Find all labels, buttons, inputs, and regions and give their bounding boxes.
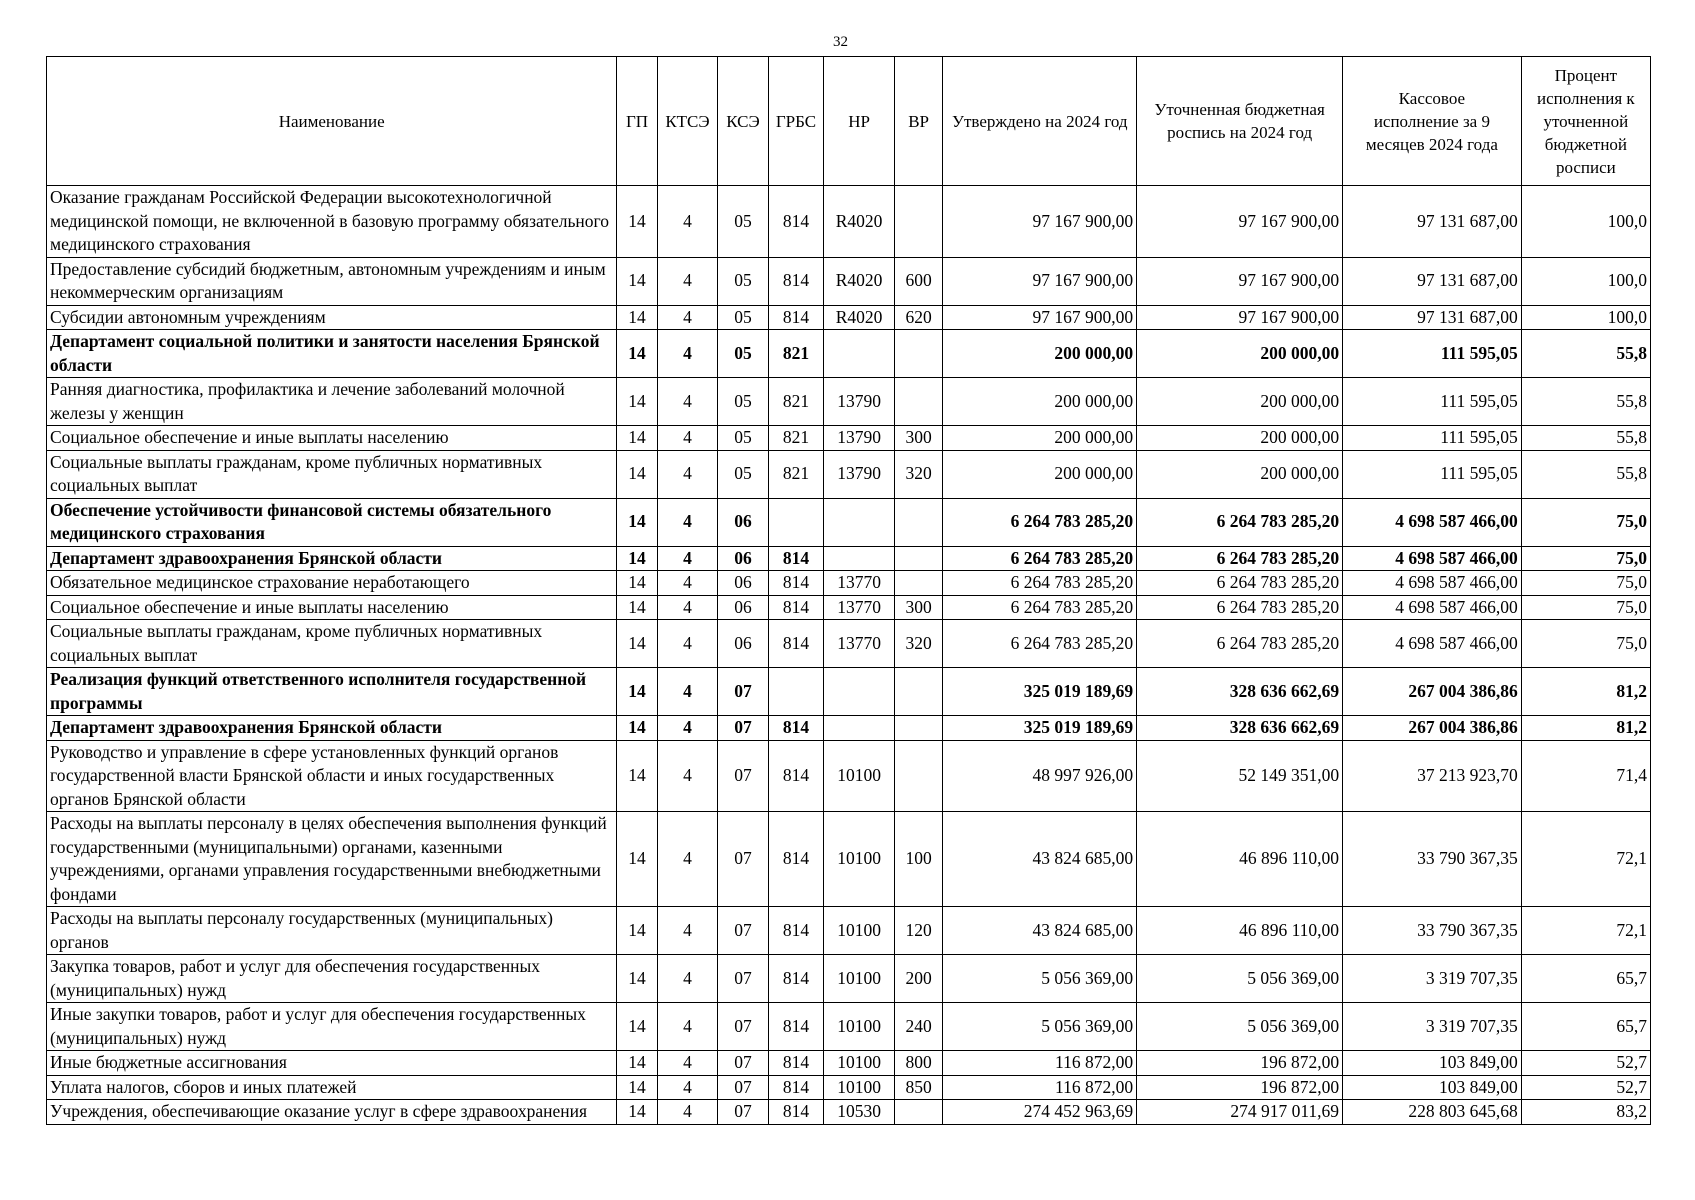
table-row bbox=[47, 498, 1651, 546]
budget-table bbox=[46, 56, 1651, 1125]
cell-grbs: 814 bbox=[768, 1051, 824, 1076]
cell-gp: 14 bbox=[617, 257, 657, 305]
cell-name: Обеспечение устойчивости финансовой системы обязательного медицинского страхования bbox=[47, 498, 617, 546]
cell-kse: 05 bbox=[718, 330, 768, 378]
cell-percent: 100,0 bbox=[1521, 257, 1650, 305]
header-refined: Уточненная бюджетная роспись на 2024 год bbox=[1137, 57, 1343, 186]
cell-percent: 81,2 bbox=[1521, 668, 1650, 716]
cell-grbs: 814 bbox=[768, 740, 824, 812]
cell-nr: 10100 bbox=[824, 907, 895, 955]
cell-approved: 200 000,00 bbox=[943, 450, 1137, 498]
cell-approved: 6 264 783 285,20 bbox=[943, 546, 1137, 571]
cell-gp: 14 bbox=[617, 426, 657, 451]
cell-kse: 06 bbox=[718, 571, 768, 596]
cell-grbs: 814 bbox=[768, 571, 824, 596]
cell-vr bbox=[894, 1100, 942, 1125]
cell-refined: 200 000,00 bbox=[1137, 426, 1343, 451]
cell-grbs: 814 bbox=[768, 595, 824, 620]
cell-grbs: 821 bbox=[768, 450, 824, 498]
cell-vr bbox=[894, 571, 942, 596]
cell-grbs: 814 bbox=[768, 620, 824, 668]
cell-grbs: 814 bbox=[768, 186, 824, 258]
cell-kse: 07 bbox=[718, 716, 768, 741]
cell-percent: 75,0 bbox=[1521, 571, 1650, 596]
cell-approved: 43 824 685,00 bbox=[943, 812, 1137, 907]
cell-name: Реализация функций ответственного исполнителя государственной программы bbox=[47, 668, 617, 716]
cell-name: Социальное обеспечение и иные выплаты населению bbox=[47, 595, 617, 620]
cell-refined: 6 264 783 285,20 bbox=[1137, 571, 1343, 596]
cell-percent: 65,7 bbox=[1521, 1003, 1650, 1051]
cell-grbs: 814 bbox=[768, 1003, 824, 1051]
cell-vr: 300 bbox=[894, 426, 942, 451]
header-name: Наименование bbox=[47, 57, 617, 186]
cell-refined: 200 000,00 bbox=[1137, 450, 1343, 498]
cell-nr: R4020 bbox=[824, 186, 895, 258]
cell-refined: 6 264 783 285,20 bbox=[1137, 498, 1343, 546]
cell-nr: 13770 bbox=[824, 595, 895, 620]
cell-percent: 83,2 bbox=[1521, 1100, 1650, 1125]
cell-vr: 200 bbox=[894, 955, 942, 1003]
header-ktse: КТСЭ bbox=[657, 57, 718, 186]
cell-gp: 14 bbox=[617, 1075, 657, 1100]
cell-vr bbox=[894, 378, 942, 426]
table-row bbox=[47, 1075, 1651, 1100]
cell-cash: 111 595,05 bbox=[1343, 330, 1522, 378]
cell-vr bbox=[894, 498, 942, 546]
table-row bbox=[47, 812, 1651, 907]
cell-grbs: 814 bbox=[768, 257, 824, 305]
cell-nr: 10100 bbox=[824, 1051, 895, 1076]
cell-cash: 3 319 707,35 bbox=[1343, 955, 1522, 1003]
table-row bbox=[47, 426, 1651, 451]
cell-grbs: 814 bbox=[768, 955, 824, 1003]
table-body bbox=[47, 186, 1651, 1125]
cell-name: Иные закупки товаров, работ и услуг для обеспечения государственных (муниципальных) нужд bbox=[47, 1003, 617, 1051]
header-approved: Утверждено на 2024 год bbox=[943, 57, 1137, 186]
cell-nr bbox=[824, 668, 895, 716]
header-grbs: ГРБС bbox=[768, 57, 824, 186]
cell-approved: 325 019 189,69 bbox=[943, 716, 1137, 741]
cell-approved: 97 167 900,00 bbox=[943, 186, 1137, 258]
cell-cash: 4 698 587 466,00 bbox=[1343, 571, 1522, 596]
cell-ktse: 4 bbox=[657, 716, 718, 741]
table-row bbox=[47, 740, 1651, 812]
cell-kse: 07 bbox=[718, 740, 768, 812]
cell-grbs bbox=[768, 498, 824, 546]
cell-approved: 6 264 783 285,20 bbox=[943, 498, 1137, 546]
cell-percent: 55,8 bbox=[1521, 330, 1650, 378]
cell-vr: 120 bbox=[894, 907, 942, 955]
cell-kse: 06 bbox=[718, 595, 768, 620]
cell-nr bbox=[824, 498, 895, 546]
cell-kse: 06 bbox=[718, 498, 768, 546]
cell-refined: 97 167 900,00 bbox=[1137, 186, 1343, 258]
cell-approved: 325 019 189,69 bbox=[943, 668, 1137, 716]
table-row bbox=[47, 450, 1651, 498]
cell-ktse: 4 bbox=[657, 546, 718, 571]
cell-kse: 07 bbox=[718, 907, 768, 955]
table-row bbox=[47, 378, 1651, 426]
cell-refined: 196 872,00 bbox=[1137, 1051, 1343, 1076]
cell-gp: 14 bbox=[617, 620, 657, 668]
header-percent: Процент исполнения к уточненной бюджетной росписи bbox=[1521, 57, 1650, 186]
cell-percent: 75,0 bbox=[1521, 498, 1650, 546]
cell-nr: 10100 bbox=[824, 812, 895, 907]
cell-gp: 14 bbox=[617, 595, 657, 620]
cell-refined: 46 896 110,00 bbox=[1137, 812, 1343, 907]
cell-approved: 6 264 783 285,20 bbox=[943, 571, 1137, 596]
cell-vr bbox=[894, 740, 942, 812]
cell-vr: 300 bbox=[894, 595, 942, 620]
cell-kse: 07 bbox=[718, 955, 768, 1003]
cell-approved: 43 824 685,00 bbox=[943, 907, 1137, 955]
cell-refined: 52 149 351,00 bbox=[1137, 740, 1343, 812]
cell-nr: R4020 bbox=[824, 257, 895, 305]
cell-gp: 14 bbox=[617, 1100, 657, 1125]
cell-grbs: 814 bbox=[768, 546, 824, 571]
cell-name: Социальные выплаты гражданам, кроме публичных нормативных социальных выплат bbox=[47, 620, 617, 668]
table-row bbox=[47, 305, 1651, 330]
cell-refined: 97 167 900,00 bbox=[1137, 257, 1343, 305]
cell-vr bbox=[894, 186, 942, 258]
cell-ktse: 4 bbox=[657, 330, 718, 378]
table-row bbox=[47, 1100, 1651, 1125]
cell-ktse: 4 bbox=[657, 257, 718, 305]
cell-approved: 5 056 369,00 bbox=[943, 955, 1137, 1003]
cell-refined: 328 636 662,69 bbox=[1137, 668, 1343, 716]
cell-ktse: 4 bbox=[657, 1051, 718, 1076]
cell-gp: 14 bbox=[617, 305, 657, 330]
cell-ktse: 4 bbox=[657, 305, 718, 330]
table-row bbox=[47, 955, 1651, 1003]
cell-name: Субсидии автономным учреждениям bbox=[47, 305, 617, 330]
cell-ktse: 4 bbox=[657, 1003, 718, 1051]
cell-nr bbox=[824, 330, 895, 378]
cell-grbs: 821 bbox=[768, 330, 824, 378]
cell-refined: 6 264 783 285,20 bbox=[1137, 546, 1343, 571]
cell-approved: 116 872,00 bbox=[943, 1051, 1137, 1076]
cell-vr: 620 bbox=[894, 305, 942, 330]
cell-grbs: 814 bbox=[768, 305, 824, 330]
cell-grbs: 814 bbox=[768, 812, 824, 907]
cell-cash: 267 004 386,86 bbox=[1343, 668, 1522, 716]
table-row bbox=[47, 668, 1651, 716]
cell-refined: 46 896 110,00 bbox=[1137, 907, 1343, 955]
cell-kse: 05 bbox=[718, 305, 768, 330]
cell-cash: 228 803 645,68 bbox=[1343, 1100, 1522, 1125]
cell-cash: 33 790 367,35 bbox=[1343, 907, 1522, 955]
cell-ktse: 4 bbox=[657, 907, 718, 955]
cell-percent: 52,7 bbox=[1521, 1051, 1650, 1076]
cell-percent: 65,7 bbox=[1521, 955, 1650, 1003]
cell-nr: 13770 bbox=[824, 571, 895, 596]
cell-grbs bbox=[768, 668, 824, 716]
cell-refined: 97 167 900,00 bbox=[1137, 305, 1343, 330]
cell-cash: 97 131 687,00 bbox=[1343, 186, 1522, 258]
cell-refined: 200 000,00 bbox=[1137, 330, 1343, 378]
cell-percent: 52,7 bbox=[1521, 1075, 1650, 1100]
cell-cash: 111 595,05 bbox=[1343, 378, 1522, 426]
cell-approved: 6 264 783 285,20 bbox=[943, 620, 1137, 668]
cell-kse: 05 bbox=[718, 450, 768, 498]
table-row bbox=[47, 571, 1651, 596]
cell-nr: R4020 bbox=[824, 305, 895, 330]
table-row bbox=[47, 595, 1651, 620]
cell-percent: 75,0 bbox=[1521, 546, 1650, 571]
table-row bbox=[47, 257, 1651, 305]
cell-gp: 14 bbox=[617, 546, 657, 571]
cell-approved: 200 000,00 bbox=[943, 378, 1137, 426]
table-row bbox=[47, 907, 1651, 955]
table-row bbox=[47, 546, 1651, 571]
header-nr: НР bbox=[824, 57, 895, 186]
cell-gp: 14 bbox=[617, 330, 657, 378]
cell-cash: 4 698 587 466,00 bbox=[1343, 498, 1522, 546]
cell-vr: 600 bbox=[894, 257, 942, 305]
cell-grbs: 814 bbox=[768, 1075, 824, 1100]
header-cash: Кассовое исполнение за 9 месяцев 2024 года bbox=[1343, 57, 1522, 186]
cell-kse: 05 bbox=[718, 426, 768, 451]
cell-ktse: 4 bbox=[657, 498, 718, 546]
cell-vr: 850 bbox=[894, 1075, 942, 1100]
cell-percent: 100,0 bbox=[1521, 186, 1650, 258]
cell-kse: 07 bbox=[718, 1051, 768, 1076]
cell-gp: 14 bbox=[617, 498, 657, 546]
table-row bbox=[47, 620, 1651, 668]
cell-gp: 14 bbox=[617, 450, 657, 498]
cell-name: Ранняя диагностика, профилактика и лечение заболеваний молочной железы у женщин bbox=[47, 378, 617, 426]
cell-ktse: 4 bbox=[657, 955, 718, 1003]
header-gp: ГП bbox=[617, 57, 657, 186]
table-row bbox=[47, 716, 1651, 741]
cell-gp: 14 bbox=[617, 1051, 657, 1076]
cell-vr: 800 bbox=[894, 1051, 942, 1076]
cell-refined: 200 000,00 bbox=[1137, 378, 1343, 426]
cell-nr: 13790 bbox=[824, 426, 895, 451]
cell-refined: 196 872,00 bbox=[1137, 1075, 1343, 1100]
cell-vr bbox=[894, 716, 942, 741]
cell-gp: 14 bbox=[617, 668, 657, 716]
cell-name: Предоставление субсидий бюджетным, автономным учреждениям и иным некоммерческим организациям bbox=[47, 257, 617, 305]
cell-name: Обязательное медицинское страхование неработающего bbox=[47, 571, 617, 596]
cell-kse: 05 bbox=[718, 186, 768, 258]
cell-cash: 267 004 386,86 bbox=[1343, 716, 1522, 741]
cell-gp: 14 bbox=[617, 716, 657, 741]
cell-percent: 75,0 bbox=[1521, 620, 1650, 668]
table-row bbox=[47, 1003, 1651, 1051]
cell-cash: 33 790 367,35 bbox=[1343, 812, 1522, 907]
cell-ktse: 4 bbox=[657, 1100, 718, 1125]
cell-kse: 05 bbox=[718, 378, 768, 426]
cell-gp: 14 bbox=[617, 378, 657, 426]
cell-nr: 13790 bbox=[824, 378, 895, 426]
cell-nr: 10100 bbox=[824, 955, 895, 1003]
cell-name: Департамент здравоохранения Брянской области bbox=[47, 716, 617, 741]
cell-percent: 55,8 bbox=[1521, 378, 1650, 426]
cell-percent: 100,0 bbox=[1521, 305, 1650, 330]
cell-refined: 5 056 369,00 bbox=[1137, 955, 1343, 1003]
cell-name: Иные бюджетные ассигнования bbox=[47, 1051, 617, 1076]
cell-vr bbox=[894, 668, 942, 716]
cell-name: Учреждения, обеспечивающие оказание услуг в сфере здравоохранения bbox=[47, 1100, 617, 1125]
cell-nr: 10530 bbox=[824, 1100, 895, 1125]
cell-cash: 111 595,05 bbox=[1343, 450, 1522, 498]
cell-gp: 14 bbox=[617, 571, 657, 596]
cell-nr: 10100 bbox=[824, 1003, 895, 1051]
cell-approved: 6 264 783 285,20 bbox=[943, 595, 1137, 620]
table-row bbox=[47, 186, 1651, 258]
cell-ktse: 4 bbox=[657, 668, 718, 716]
cell-approved: 200 000,00 bbox=[943, 426, 1137, 451]
cell-nr: 10100 bbox=[824, 1075, 895, 1100]
cell-approved: 48 997 926,00 bbox=[943, 740, 1137, 812]
cell-percent: 81,2 bbox=[1521, 716, 1650, 741]
cell-name: Социальное обеспечение и иные выплаты населению bbox=[47, 426, 617, 451]
cell-approved: 97 167 900,00 bbox=[943, 305, 1137, 330]
cell-cash: 103 849,00 bbox=[1343, 1051, 1522, 1076]
cell-gp: 14 bbox=[617, 740, 657, 812]
cell-nr: 13790 bbox=[824, 450, 895, 498]
cell-kse: 07 bbox=[718, 1100, 768, 1125]
cell-refined: 6 264 783 285,20 bbox=[1137, 620, 1343, 668]
cell-vr: 240 bbox=[894, 1003, 942, 1051]
cell-cash: 111 595,05 bbox=[1343, 426, 1522, 451]
cell-approved: 5 056 369,00 bbox=[943, 1003, 1137, 1051]
header-row bbox=[47, 57, 1651, 186]
cell-kse: 07 bbox=[718, 812, 768, 907]
cell-grbs: 814 bbox=[768, 907, 824, 955]
cell-cash: 103 849,00 bbox=[1343, 1075, 1522, 1100]
cell-ktse: 4 bbox=[657, 186, 718, 258]
cell-vr bbox=[894, 546, 942, 571]
cell-kse: 07 bbox=[718, 1003, 768, 1051]
cell-ktse: 4 bbox=[657, 620, 718, 668]
cell-nr bbox=[824, 546, 895, 571]
cell-grbs: 814 bbox=[768, 716, 824, 741]
cell-ktse: 4 bbox=[657, 595, 718, 620]
cell-name: Уплата налогов, сборов и иных платежей bbox=[47, 1075, 617, 1100]
table-row bbox=[47, 330, 1651, 378]
cell-vr: 100 bbox=[894, 812, 942, 907]
cell-gp: 14 bbox=[617, 1003, 657, 1051]
cell-cash: 97 131 687,00 bbox=[1343, 305, 1522, 330]
cell-approved: 97 167 900,00 bbox=[943, 257, 1137, 305]
cell-vr: 320 bbox=[894, 450, 942, 498]
cell-ktse: 4 bbox=[657, 740, 718, 812]
page-number: 32 bbox=[833, 34, 848, 50]
cell-name: Оказание гражданам Российской Федерации высокотехнологичной медицинской помощи, не включенной в базовую программу обязательного медицинского страхования bbox=[47, 186, 617, 258]
cell-percent: 55,8 bbox=[1521, 426, 1650, 451]
header-vr: ВР bbox=[894, 57, 942, 186]
cell-cash: 37 213 923,70 bbox=[1343, 740, 1522, 812]
cell-grbs: 814 bbox=[768, 1100, 824, 1125]
cell-percent: 72,1 bbox=[1521, 907, 1650, 955]
header-kse: КСЭ bbox=[718, 57, 768, 186]
cell-grbs: 821 bbox=[768, 378, 824, 426]
cell-ktse: 4 bbox=[657, 812, 718, 907]
table-header bbox=[47, 57, 1651, 186]
cell-ktse: 4 bbox=[657, 426, 718, 451]
cell-nr: 13770 bbox=[824, 620, 895, 668]
cell-refined: 328 636 662,69 bbox=[1137, 716, 1343, 741]
cell-gp: 14 bbox=[617, 955, 657, 1003]
cell-name: Руководство и управление в сфере установленных функций органов государственной власти Брянской области и иных государственных органов Брянской области bbox=[47, 740, 617, 812]
cell-kse: 06 bbox=[718, 620, 768, 668]
cell-ktse: 4 bbox=[657, 571, 718, 596]
cell-nr: 10100 bbox=[824, 740, 895, 812]
cell-kse: 05 bbox=[718, 257, 768, 305]
table-row bbox=[47, 1051, 1651, 1076]
cell-approved: 200 000,00 bbox=[943, 330, 1137, 378]
cell-name: Департамент социальной политики и занятости населения Брянской области bbox=[47, 330, 617, 378]
cell-ktse: 4 bbox=[657, 1075, 718, 1100]
cell-name: Департамент здравоохранения Брянской области bbox=[47, 546, 617, 571]
cell-percent: 75,0 bbox=[1521, 595, 1650, 620]
cell-kse: 07 bbox=[718, 1075, 768, 1100]
cell-grbs: 821 bbox=[768, 426, 824, 451]
cell-refined: 6 264 783 285,20 bbox=[1137, 595, 1343, 620]
cell-kse: 07 bbox=[718, 668, 768, 716]
cell-refined: 274 917 011,69 bbox=[1137, 1100, 1343, 1125]
cell-percent: 72,1 bbox=[1521, 812, 1650, 907]
cell-cash: 4 698 587 466,00 bbox=[1343, 620, 1522, 668]
cell-cash: 4 698 587 466,00 bbox=[1343, 595, 1522, 620]
cell-name: Закупка товаров, работ и услуг для обеспечения государственных (муниципальных) нужд bbox=[47, 955, 617, 1003]
cell-cash: 4 698 587 466,00 bbox=[1343, 546, 1522, 571]
cell-gp: 14 bbox=[617, 812, 657, 907]
cell-ktse: 4 bbox=[657, 450, 718, 498]
cell-name: Расходы на выплаты персоналу в целях обеспечения выполнения функций государственными (муниципальными) органами, казенными учреждениями, органами управления государственными внебюджетными фондами bbox=[47, 812, 617, 907]
cell-vr: 320 bbox=[894, 620, 942, 668]
cell-refined: 5 056 369,00 bbox=[1137, 1003, 1343, 1051]
cell-gp: 14 bbox=[617, 907, 657, 955]
cell-percent: 55,8 bbox=[1521, 450, 1650, 498]
cell-cash: 97 131 687,00 bbox=[1343, 257, 1522, 305]
cell-vr bbox=[894, 330, 942, 378]
cell-gp: 14 bbox=[617, 186, 657, 258]
cell-approved: 274 452 963,69 bbox=[943, 1100, 1137, 1125]
cell-cash: 3 319 707,35 bbox=[1343, 1003, 1522, 1051]
cell-name: Расходы на выплаты персоналу государственных (муниципальных) органов bbox=[47, 907, 617, 955]
cell-percent: 71,4 bbox=[1521, 740, 1650, 812]
cell-nr bbox=[824, 716, 895, 741]
cell-name: Социальные выплаты гражданам, кроме публичных нормативных социальных выплат bbox=[47, 450, 617, 498]
cell-ktse: 4 bbox=[657, 378, 718, 426]
cell-kse: 06 bbox=[718, 546, 768, 571]
cell-approved: 116 872,00 bbox=[943, 1075, 1137, 1100]
